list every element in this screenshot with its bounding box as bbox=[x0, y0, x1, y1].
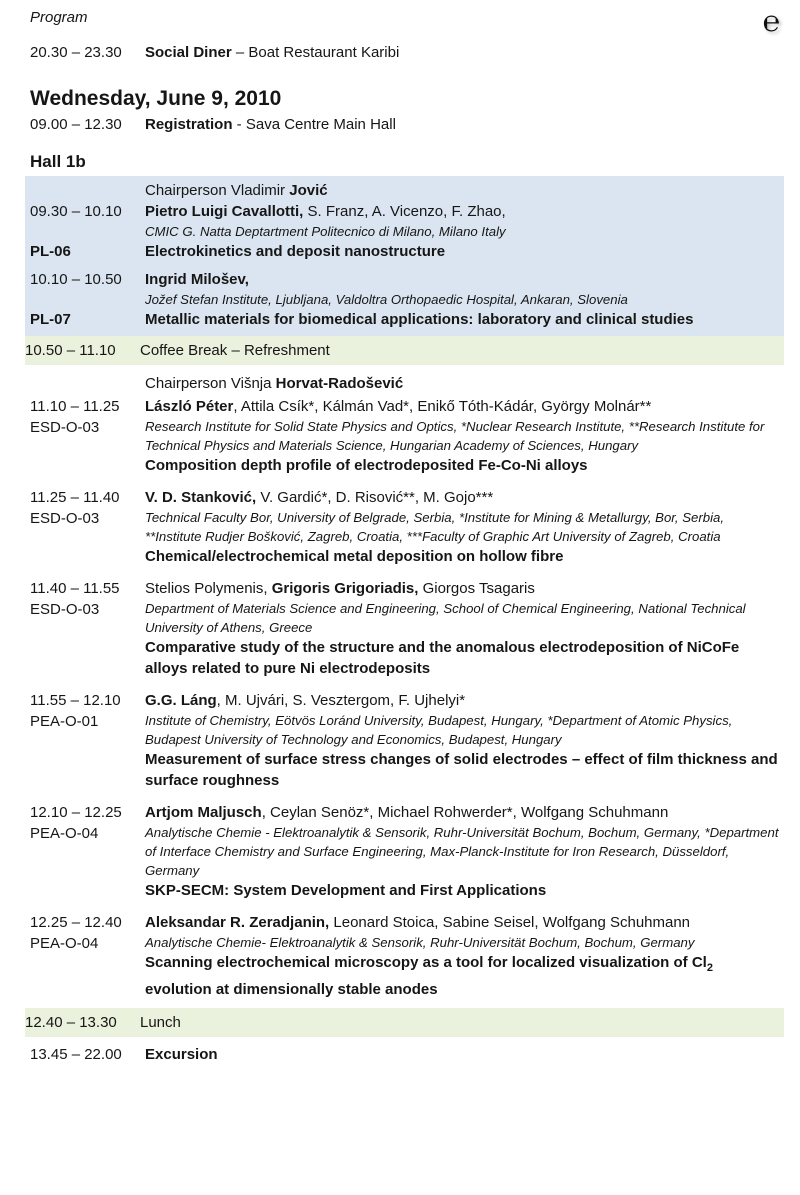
event-text: Excursion bbox=[145, 1046, 218, 1063]
session-affiliation: Department of Materials Science and Engineering, School of Chemical Engineering, National Technical University of Athens, Greece bbox=[145, 601, 746, 635]
session-main-column bbox=[145, 802, 784, 901]
chairperson-name: Horvat-Radošević bbox=[275, 375, 404, 392]
session-left-column bbox=[30, 201, 145, 262]
event-name: Registration bbox=[145, 116, 233, 133]
session-affiliation: Analytische Chemie - Elektroanalytik & Sensorik, Ruhr-Universität Bochum, Bochum, Germany, *Department of Interface Chemistry and Surface Engineering, Max-Planck-Institute for Iron Research, Düsseldorf, Germany bbox=[145, 825, 779, 878]
session-title: Comparative study of the structure and the anomalous electrodeposition of NiCoFe alloys related to pure Ni electrodeposits bbox=[145, 639, 740, 677]
event-time: 12.40 – 13.30 bbox=[25, 1014, 117, 1031]
session-authors: László Péter, Attila Csík*, Kálmán Vad*, Enikő Tóth-Kádár, György Molnár** bbox=[145, 398, 652, 415]
session-pl07 bbox=[25, 269, 784, 330]
session-authors: Aleksandar R. Zeradjanin, Leonard Stoica, Sabine Seisel, Wolfgang Schuhmann bbox=[145, 914, 691, 931]
session-left-column bbox=[30, 690, 145, 791]
coffee-break-row bbox=[25, 336, 784, 365]
session-time: 10.10 – 10.50 bbox=[30, 271, 122, 288]
page-header-label: Program bbox=[30, 9, 88, 26]
chairperson-line bbox=[25, 180, 784, 201]
event-text bbox=[145, 42, 784, 63]
session-pea-o-01-lang bbox=[25, 690, 784, 791]
session-code: ESD-O-03 bbox=[30, 601, 100, 618]
session-main-column bbox=[145, 690, 784, 791]
session-left-column bbox=[30, 912, 145, 1000]
page-header bbox=[25, 8, 784, 42]
event-name: Social Diner bbox=[145, 44, 232, 61]
lunch-row bbox=[25, 1008, 784, 1037]
session-esd-o-03-stankovic bbox=[25, 487, 784, 567]
subscript-2: 2 bbox=[706, 962, 713, 974]
session-left-column bbox=[30, 269, 145, 330]
event-time: 13.45 – 22.00 bbox=[30, 1046, 122, 1063]
session-title: SKP-SECM: System Development and First Applications bbox=[145, 882, 547, 899]
session-authors: Pietro Luigi Cavallotti, S. Franz, A. Vicenzo, F. Zhao, bbox=[145, 203, 506, 220]
session-title: Metallic materials for biomedical applications: laboratory and clinical studies bbox=[145, 311, 694, 328]
session-title: Electrokinetics and deposit nanostructure bbox=[145, 243, 446, 260]
session-code: PL-07 bbox=[30, 311, 71, 328]
session-main-column bbox=[145, 269, 784, 330]
session-code: ESD-O-03 bbox=[30, 419, 100, 436]
hall-heading: Hall 1b bbox=[30, 152, 86, 171]
plenary-band bbox=[25, 176, 784, 336]
session-title: Measurement of surface stress changes of solid electrodes – effect of film thickness and surface roughness bbox=[145, 751, 778, 789]
session-affiliation: Institute of Chemistry, Eötvös Loránd University, Budapest, Hungary, *Department of Atomic Physics, Budapest University of Technology and Economics, Budapest, Hungary bbox=[145, 713, 733, 747]
session-left-column bbox=[30, 396, 145, 476]
event-detail: - Sava Centre Main Hall bbox=[232, 116, 396, 133]
session-main-column bbox=[145, 578, 784, 679]
session-affiliation: Research Institute for Solid State Physics and Optics, *Nuclear Research Institute, **Research Institute for Technical Physics and Materials Science, Hungarian Academy of Sciences, Hungary bbox=[145, 419, 765, 453]
session-main-column bbox=[145, 487, 784, 567]
session-main-column bbox=[145, 912, 784, 1000]
session-authors: Ingrid Milošev, bbox=[145, 271, 249, 288]
session-authors: Stelios Polymenis, Grigoris Grigoriadis, Giorgos Tsagaris bbox=[145, 580, 535, 597]
session-title: Chemical/electrochemical metal deposition on hollow fibre bbox=[145, 548, 564, 565]
session-authors: Artjom Maljusch, Ceylan Senöz*, Michael Rohwerder*, Wolfgang Schuhmann bbox=[145, 804, 669, 821]
session-pea-o-04-zeradjanin bbox=[25, 912, 784, 1000]
registration-row bbox=[25, 114, 784, 135]
event-detail: – Boat Restaurant Karibi bbox=[231, 44, 400, 61]
chairperson-line bbox=[25, 373, 784, 394]
event-time: 10.50 – 11.10 bbox=[25, 342, 116, 359]
session-authors: V. D. Stanković, V. Gardić*, D. Risović**, M. Gojo*** bbox=[145, 489, 494, 506]
session-code: PL-06 bbox=[30, 243, 71, 260]
session-title: Scanning electrochemical microscopy as a tool for localized visualization of $Cl_2$ evolution at dimensionally stable anodes bbox=[145, 954, 713, 998]
empty-time-cell bbox=[30, 373, 145, 394]
session-esd-o-03-peter bbox=[25, 396, 784, 476]
conference-logo-icon: ℮ bbox=[762, 6, 780, 38]
session-code: PEA-O-01 bbox=[30, 713, 99, 730]
social-diner-row bbox=[25, 42, 784, 63]
session-main-column bbox=[145, 396, 784, 476]
session-code: PEA-O-04 bbox=[30, 935, 99, 952]
event-time: 20.30 – 23.30 bbox=[30, 44, 122, 61]
session-main-column bbox=[145, 201, 784, 262]
event-time: 09.00 – 12.30 bbox=[30, 116, 122, 133]
session-time: 12.10 – 12.25 bbox=[30, 804, 122, 821]
chairperson-prefix: Chairperson Višnja bbox=[145, 375, 276, 392]
event-text: Lunch bbox=[140, 1014, 181, 1031]
session-affiliation: Jožef Stefan Institute, Ljubljana, Valdoltra Orthopaedic Hospital, Ankaran, Slovenia bbox=[145, 292, 628, 307]
session-time: 11.25 – 11.40 bbox=[30, 489, 120, 506]
session-pea-o-04-maljusch bbox=[25, 802, 784, 901]
session-time: 11.10 – 11.25 bbox=[30, 398, 120, 415]
session-time: 12.25 – 12.40 bbox=[30, 914, 122, 931]
session-title: Composition depth profile of electrodeposited Fe-Co-Ni alloys bbox=[145, 457, 588, 474]
chairperson-prefix: Chairperson Vladimir bbox=[145, 182, 290, 199]
session-pl06 bbox=[25, 201, 784, 262]
session-time: 09.30 – 10.10 bbox=[30, 203, 122, 220]
excursion-row bbox=[25, 1044, 784, 1065]
session-time: 11.40 – 11.55 bbox=[30, 580, 120, 597]
session-affiliation: Analytische Chemie- Elektroanalytik & Sensorik, Ruhr-Universität Bochum, Bochum, Germany bbox=[145, 935, 695, 950]
session-left-column bbox=[30, 487, 145, 567]
chairperson-text bbox=[145, 373, 784, 394]
day-heading: Wednesday, June 9, 2010 bbox=[30, 87, 282, 110]
session-affiliation: CMIC G. Natta Deptartment Politecnico di Milano, Milano Italy bbox=[145, 224, 506, 239]
event-text: Coffee Break – Refreshment bbox=[140, 342, 330, 359]
session-affiliation: Technical Faculty Bor, University of Belgrade, Serbia, *Institute for Mining & Metallurgy, Bor, Serbia, **Institute Rudjer Bošković, Zagreb, Croatia, ***Faculty of Graphic Art University of Zagreb, Croatia bbox=[145, 510, 725, 544]
session-left-column bbox=[30, 578, 145, 679]
empty-time-cell bbox=[30, 180, 145, 201]
session-code: PEA-O-04 bbox=[30, 825, 99, 842]
session-time: 11.55 – 12.10 bbox=[30, 692, 121, 709]
session-esd-o-03-polymenis bbox=[25, 578, 784, 679]
chairperson-name: Jović bbox=[289, 182, 328, 199]
session-code: ESD-O-03 bbox=[30, 510, 100, 527]
session-left-column bbox=[30, 802, 145, 901]
chairperson-text bbox=[145, 180, 784, 201]
event-text bbox=[145, 114, 784, 135]
session-authors: G.G. Láng, M. Ujvári, S. Vesztergom, F. Ujhelyi* bbox=[145, 692, 466, 709]
